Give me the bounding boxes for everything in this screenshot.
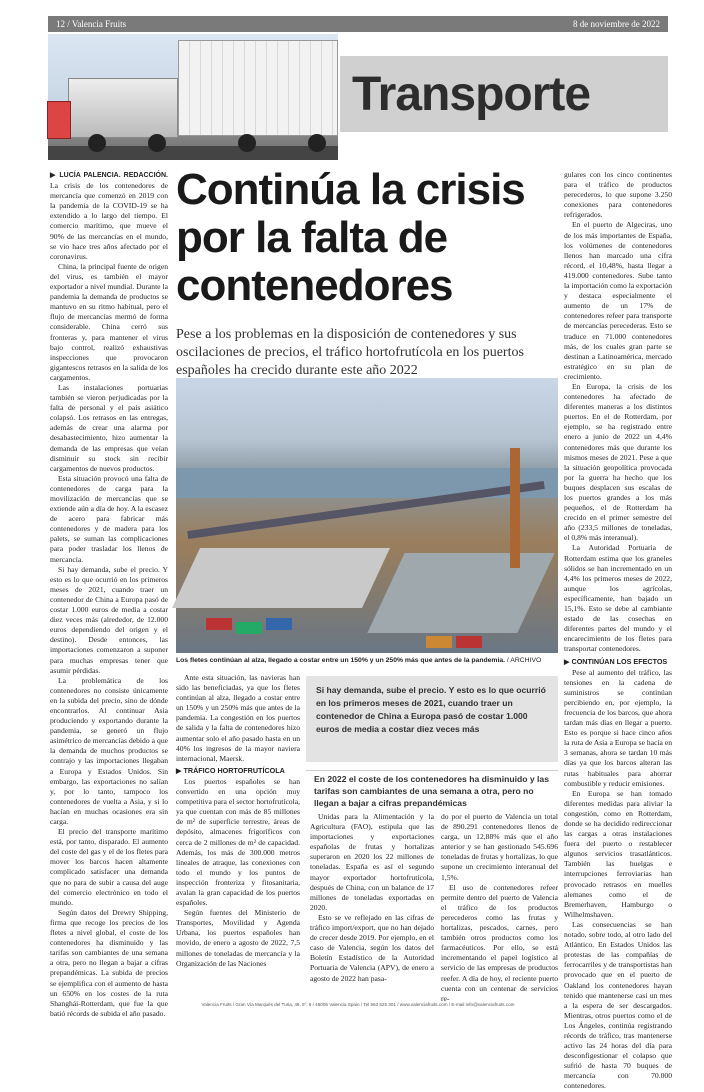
paragraph: La crisis de los contenedores de mercancía que comenzó en 2019 con la pandemia de la COVID-19 se ha extendido a lo largo del tiempo. El comercio marítimo, que mueve el 90% de las mercancías en el mundo, se vio hace tres años afectado por el coronavirus. (50, 181, 168, 261)
article-column-3 (310, 812, 434, 992)
paragraph: El uso de contenedores refeer permite dentro del puerto de Valencia el tráfico de los productos perecederos como las frutas y hortalizas, pescados, carnes, pero también otros productos como los farmacéuticos. Por ello, se está incrementando el papel logístico al servicio de las empresas de productos reefer. A día de hoy, el reciente puerto cuenta con un centenar de servicios re- (441, 882, 558, 1003)
photo-caption (176, 657, 558, 664)
page-header-bar (48, 16, 668, 32)
paragraph: En Europa, la crisis de los contenedores ha afectado de diferentes maneras a los distintos puertos. En el de Rotterdam, por ejemplo, se ha registrado entre enero a junio de 2022 un 4,4% contenedores más que durante los mismos meses de 2021. Pese a que la situación geopolítica provocada por la guerra ha hecho que los buques desplacen sus escalas de los puertos grandes a los más pequeños, el de Rotterdam ha crecido en el primer semestre del año (233,5 millones de toneladas, el 0,8% más interanual). (564, 381, 672, 543)
pull-quote-1: Si hay demanda, sube el precio. Y esto es lo que ocurrió en los primeros meses de 2021, cuando traer un contenedor de China a Europa pasó de costar 1.000 euros de media a costar diez veces más (306, 676, 558, 762)
section-title: Transporte (340, 56, 668, 132)
paragraph: Los puertos españoles se han convertido en una opción muy competitiva para el sector hortofrutícola, ya que cuentan con más de 85 millones de m² de superficie terrestre, áreas de depósito, almacenes frigoríficos con cerca de 2 millones de m² de capacidad. Además, los más de 300.000 metros lineales de atraque, las conexiones con todo el mundo y los puntos de inspección fronteriza y fitosanitaria, avalan la gran capacidad de los puertos españoles. (176, 776, 300, 908)
caption-text: Los fletes continúan al alza, llegado a costar entre un 150% y un 250% más que antes de la pandemia. (176, 657, 506, 664)
subhead-trafico: ▶ TRÁFICO HORTOFRUTÍCOLA (176, 765, 285, 775)
paragraph: Unidas para la Alimentación y la Agricultura (FAO), estipula que las importaciones y exportaciones españolas de frutas y hortalizas superaron en 2020 los 22 millones de toneladas. España es así el segundo mayor exportador hortofrutícola, después de China, con un balance de 17 millones de toneladas exportadas en 2020. (310, 812, 434, 912)
paragraph: Pese al aumento del tráfico, las tensiones en la cadena de suministros se continúan percibiendo en, por ejemplo, la frecuencia de los barcos, que ahora tardan más días en llegar a puerto. Esto es porque si hace cinco años la ruta de Asia a Europa se hacía en 3 semanas, ahora se tardan 10 más días ya que los barcos alteran las rutas habituales para ahorrar combustible y reducir emisiones. (564, 667, 672, 788)
paragraph: Las instalaciones portuarias también se vieron perjudicadas por la falta de personal y el país asiático colapsó. Los retrasos en las entregas, además de crear una alarma por desabastecimiento, hizo aumentar la demanda de las empresas que veían disminuir su stock sin recibir cargamentos de nuevos productos. (50, 382, 168, 473)
pull-quote-2: En 2022 el coste de los contenedores ha disminuido y las tarifas son cambiantes de una semana a otra, pero no llegan a bajar a cifras prepandémicas (306, 770, 558, 806)
paragraph: En el puerto de Algeciras, uno de los más importantes de España, los volúmenes de contenedores llenos han marcado una cifra récord, el 10,48%, hasta llegar a 419.000 contenedores. Sube tanto la importación como la exportación y destaca especialmente el aumento de un 17% de contenedores refeer para transporte de mercancías perecederas. Esto se traduce en 71.000 contenedores más, de los cuales gran parte se destinan a Latinoamérica, mercado estratégico en su plan de crecimiento. (564, 220, 672, 381)
paragraph: do por el puerto de Valencia un total de 890.291 contenedores llenos de carga, un 12,88% más que el año anterior y se han gestionado 545.696 toneladas de frutas y hortalizas, lo que supone un crecimiento interanual del 1,5%. (441, 812, 558, 882)
paragraph: La Autoridad Portuaria de Rotterdam estima que los graneles sólidos se han incrementado en un 4,4% los primeros meses de 2022, aunque los agrícolas, específicamente, han bajado un 15,1%. Esto se debe al cambiante estado de las cosechas en diferentes partes del mundo y el encarecimiento de los fletes para transportar contenedores. (564, 543, 672, 654)
paragraph: La problemática de los contenedores no consiste únicamente en la subida del precio, sino de dónde encontrarlos. Al continuar Asia produciendo y exportando durante la pandemia, se generó un flujo asimétrico de mercancías debido a que la demanda de muchos productos se contrajo y las importaciones llegaban a Europa y Estados Unidos. Sin embargo, las exportaciones no salían y, por lo tanto, tampoco los contenedores de vuelta a Asia, y si lo hacían en muchas ocasiones era sin carga. (50, 675, 168, 826)
paragraph: Las consecuencias se han notado, sobre todo, al otro lado del Atlántico. En Estados Unidos las protestas de las compañías de ferrocarriles y de transportistas han provocado que en el puerto de Oakland los contenedores hayan tenido que mantenerse casi un mes a la espera de ser descargados. Mientras, otros puertos como el de Los Ángeles, continúa registrando récords de tráfico, tras mantenerse activo las 24 horas del día para desconfigestionar el colapso que sufrió de hasta 70 buques de mercancía con 70.000 contenedores. (564, 919, 672, 1091)
article-column-2 (176, 673, 300, 993)
paragraph: Según fuentes del Ministerio de Transportes, Movilidad y Agenda Urbana, los puertos españoles han movido, de enero a agosto de 2022, 7,5 millones de toneladas de mercancía y la Organización de las Naciones (176, 908, 300, 968)
port-aerial-photo (176, 378, 558, 653)
header-truck-photo (48, 34, 338, 160)
section-page-label: 12 / Valencia Fruits (56, 19, 127, 29)
caption-credit: / ARCHIVO (505, 657, 542, 664)
article-column-1 (50, 170, 168, 1018)
paragraph: El precio del transporte marítimo está, por tanto, disparado. El aumento del coste del gas y el de los fletes para mover los barcos hacen altamente complicado satisfacer una demanda que no para de subir a causa del auge del comercio electrónico en todo el mundo. (50, 827, 168, 907)
paragraph: Ante esta situación, las navieras han sido las beneficiadas, ya que los fletes continúan al alza, llegado a costar entre un 150% y un 250% más que antes de la pandemia. La congestión en los puertos de salida y la falta de contenedores hizo aumentar solo el año pasado hasta en un 40% los ingresos de la mayor naviera internacional, Maersk. (176, 673, 300, 763)
page-footer: Valencia Fruits / Gran Vía Marqués del Turia, 49, 5º, 6 / 46005 Valencia Spain / Tel 963 525 301 / www.valenciafruits.com / E-mail info@valenciafruits.com (201, 1002, 515, 1007)
paragraph: China, la principal fuente de origen del virus, es también el mayor exportador a nivel mundial. Durante la pandemia la demanda de productos se mantuvo en su ritmo habitual, pero el flujo de mercancías mermó de forma considerable. China cerró sus fronteras y, para mantener el virus bajo control, realizó exhaustivas inspecciones que provocaron gigantescos retrasos en la salida de los cargamentos. (50, 261, 168, 382)
article-column-right (564, 170, 672, 1091)
byline: ▶ LUCÍA PALENCIA. REDACCIÓN. (50, 172, 168, 179)
article-headline: Continúa la crisis por la falta de contenedores (176, 165, 525, 310)
paragraph: Esto se ve reflejado en las cifras de tráfico import/export, que no han dejado de crecer desde 2019. Por ejemplo, en el caso de Valencia, según los datos del Boletín Estadístico de la Autoridad Portuaria de Valencia (APV), de enero a agosto de 2022 han pasa- (310, 912, 434, 983)
article-deck: Pese a los problemas en la disposición de contenedores y sus oscilaciones de precios, el tráfico hortofrutícola en los puertos españoles ha crecido durante este año 2022 (176, 327, 524, 378)
paragraph: gulares con los cinco continentes para el tráfico de productos perecederos, lo que supone 3.250 conexiones para contenedores refrigerados. (564, 170, 672, 220)
paragraph: Según datos del Drewry Shipping, firma que recoge los precios de los fletes a nivel global, el coste de los contenedores ha disminuido y las tarifas son cambiantes de una semana a otra, pero no llegan a bajar a cifras prepandémicas. La subida de precios se ejemplifica con el aumento de hasta un 650% en los costes de la ruta Shanghái-Rotterdam, que fue la que batió récords de subida el año pasado. (50, 907, 168, 1018)
subhead-efectos: ▶ CONTINÚAN LOS EFECTOS (564, 656, 668, 666)
paragraph: Esta situación provocó una falta de contenedores de carga para la movilización de mercancías que se extiende aún a día de hoy. A la escasez de acero para fabricar más contenedores y de madera para los palets, se suman las complicaciones para poder trasladar los llenos de mercancía. (50, 473, 168, 564)
article-column-4 (441, 812, 558, 1003)
paragraph: Si hay demanda, sube el precio. Y esto es lo que ocurrió en los primeros meses de 2021, cuando traer un contenedor de China a Europa pasó de costar 1.000 euros de media a costar diez veces más (alrededor, de 12.000 euros dependiendo del origen y el destino). Desde entonces, las importaciones comenzaron a suponer para muchas empresas tener que asumir pérdidas. (50, 564, 168, 675)
issue-date: 8 de noviembre de 2022 (573, 19, 660, 29)
paragraph: En Europa se han tomado diferentes medidas para aliviar la congestión, como en Rotterdam, donde se ha decidido redireccionar las cargas a otras instalaciones fuera del puerto o restablecer algunos servicios trasatlánticos. También las huelgas e interrupciones ferroviarias han provocado retrasos en muelles alemanes como el de Bremerhaven, Hamburgo o Wilhelmshaven. (564, 788, 672, 919)
